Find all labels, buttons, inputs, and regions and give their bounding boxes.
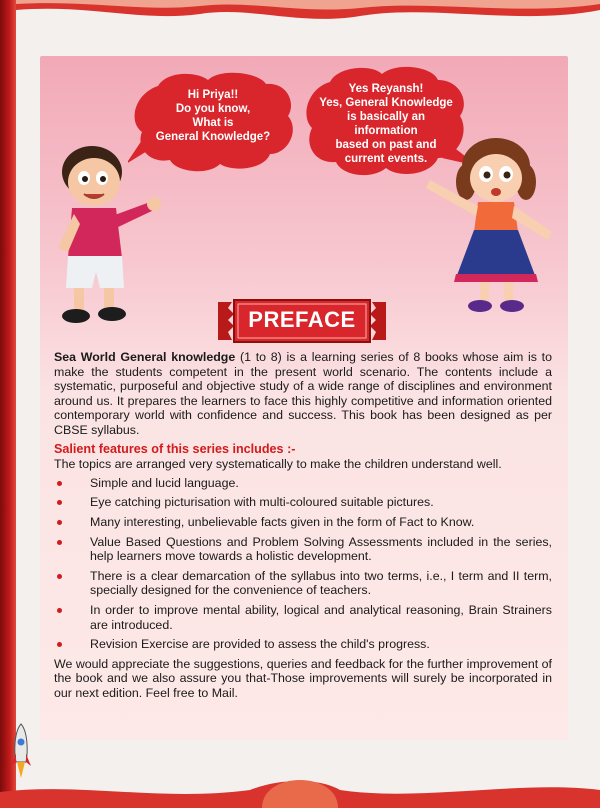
girl-bubble-line-3: is basically an: [347, 111, 425, 123]
girl-bubble-line-6: current events.: [344, 153, 428, 165]
feature-item: [54, 603, 552, 632]
preface-banner: [218, 298, 386, 344]
bullet-icon: [57, 520, 62, 525]
bullet-icon: [57, 481, 62, 486]
preface-title: PREFACE: [248, 307, 356, 332]
features-list: [54, 476, 552, 652]
closing-paragraph: We would appreciate the suggestions, queries and feedback for the further improvement of the book and we also assure you that-Those improvements will surely be incorporated in our next edition. Feel free to Mail.: [54, 656, 552, 700]
girl-bubble-line-5: based on past and: [335, 139, 437, 151]
feature-item: [54, 476, 552, 491]
feature-text: Revision Exercise are provided to assess the child's progress.: [90, 637, 430, 652]
feature-item: [54, 515, 552, 530]
bullet-icon: [57, 608, 62, 613]
boy-bubble-line-3: What is: [192, 117, 234, 129]
feature-text: In order to improve mental ability, logical and analytical reasoning, Brain Strainers are introduced.: [90, 602, 552, 632]
arranged-text: The topics are arranged very systematically to make the children understand well.: [54, 457, 502, 472]
top-wave-decoration: [0, 0, 600, 40]
cartoon-girl-illustration: [420, 136, 568, 320]
intro-paragraph: [54, 350, 552, 438]
bullet-icon: [57, 540, 62, 545]
bullet-icon: [57, 574, 62, 579]
feature-text: Many interesting, unbelievable facts given in the form of Fact to Know.: [90, 514, 475, 529]
girl-bubble-line-2: Yes, General Knowledge: [319, 97, 453, 109]
bullet-icon: [57, 642, 62, 647]
feature-text: Value Based Questions and Problem Solving Assessments included in the series, help learners move towards a holistic development.: [90, 534, 552, 564]
girl-bubble-line-4: information: [354, 125, 418, 137]
bullet-icon: [57, 500, 62, 505]
cartoon-boy-illustration: [46, 138, 164, 328]
feature-text: Eye catching picturisation with multi-coloured suitable pictures.: [90, 495, 434, 510]
preface-body: [54, 350, 552, 700]
boy-bubble-line-1: Hi Priya!!: [187, 89, 239, 101]
series-name: Sea World General knowledge: [54, 350, 236, 364]
book-spine: [0, 0, 16, 808]
salient-features-heading: Salient features of this series includes :-: [54, 441, 296, 456]
girl-bubble-line-1: Yes Reyansh!: [348, 83, 424, 95]
feature-item: [54, 495, 552, 510]
bottom-wave-decoration: [0, 768, 600, 808]
feature-text: There is a clear demarcation of the syllabus into two terms, i.e., I term and II term, specially designed for the convenience of teachers.: [90, 568, 552, 598]
feature-item: [54, 569, 552, 598]
feature-text: Simple and lucid language.: [90, 475, 239, 490]
boy-bubble-line-4: General Knowledge?: [155, 131, 271, 143]
intro-text: (1 to 8) is a learning series of 8 books whose aim is to make the students competent in the present world scenario. The contents include a systematic, purposeful and objective study of a wide range of disciplines and environment around us. It prepares the learners to face this highly competitive and information oriented contemporary world with confidence and success. This book has been designed as per CBSE syllabus.: [54, 350, 552, 437]
feature-item: [54, 637, 552, 652]
feature-item: [54, 535, 552, 564]
boy-bubble-line-2: Do you know,: [175, 103, 251, 115]
